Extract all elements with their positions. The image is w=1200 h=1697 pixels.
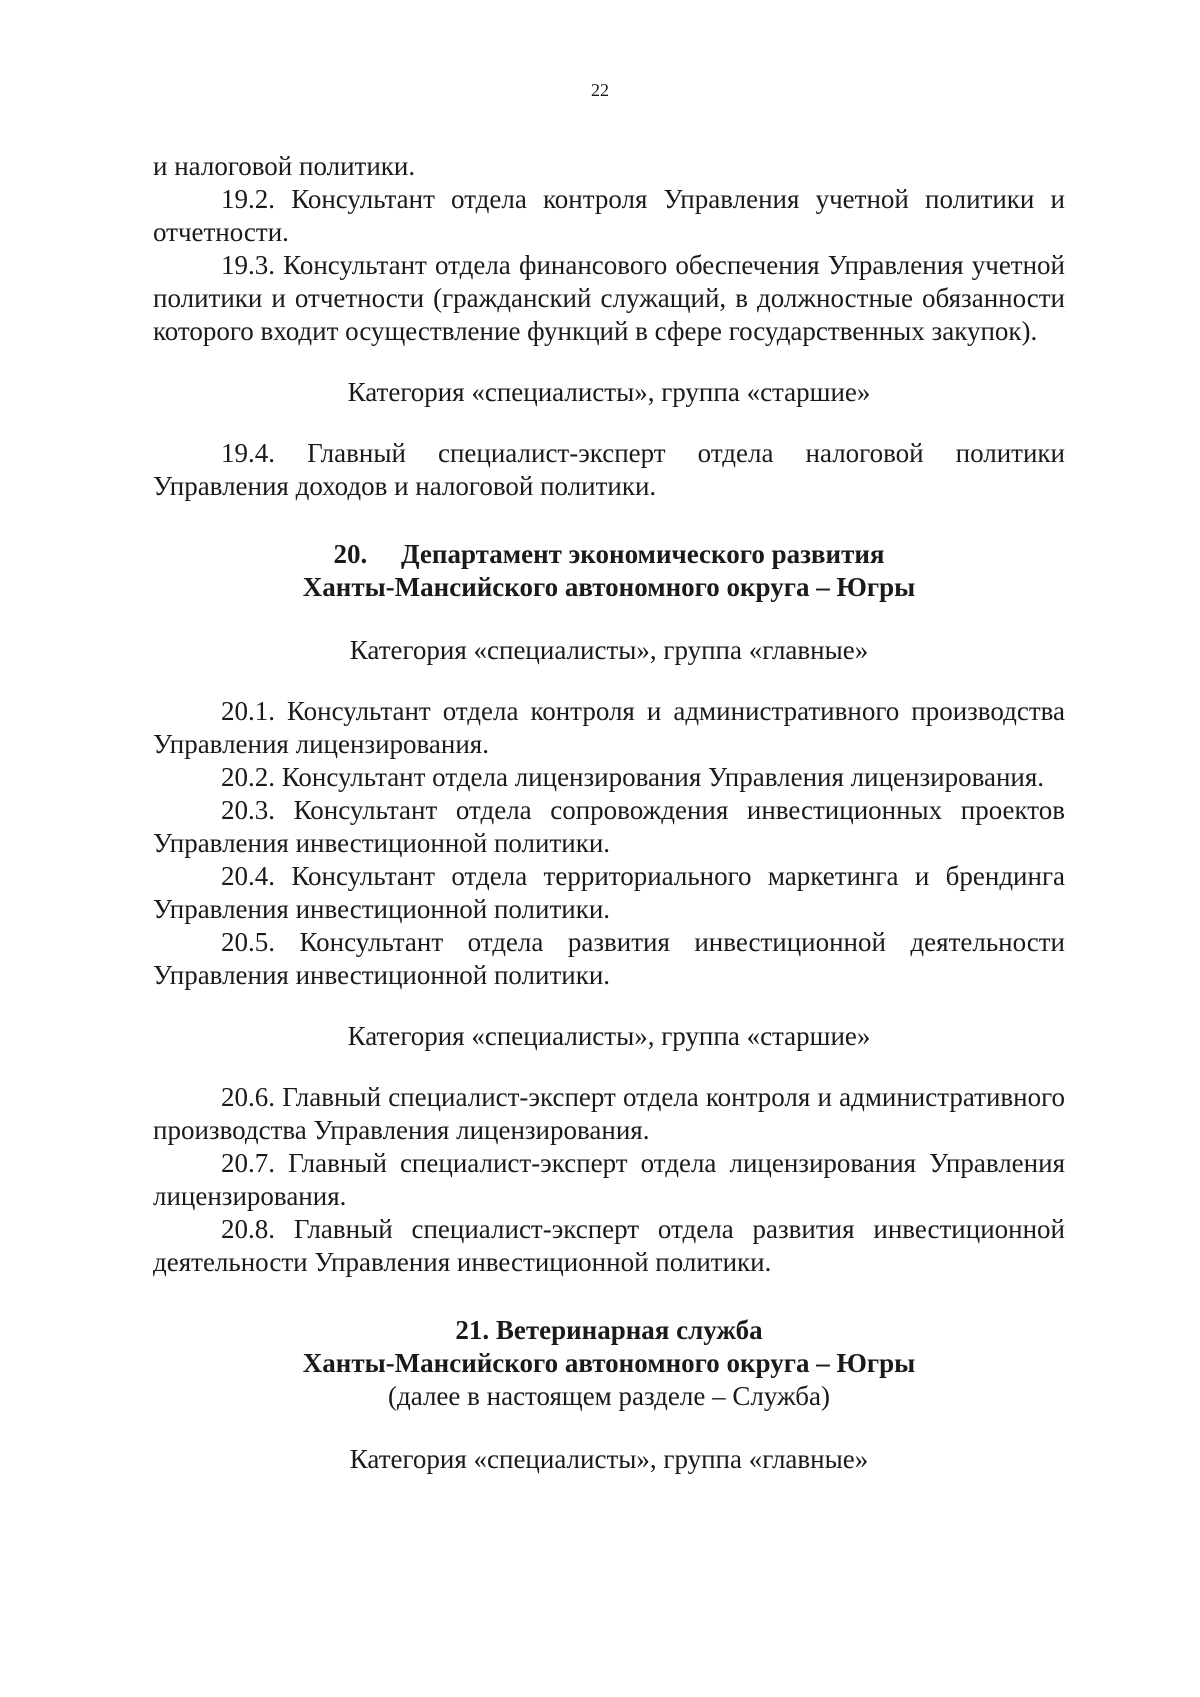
category-heading-main-20: Категория «специалисты», группа «главные» — [349, 635, 869, 665]
document-body — [153, 150, 1065, 1504]
section-20-heading — [153, 538, 1065, 604]
section-heading-line: Ханты-Мансийского автономного округа – Югры — [302, 1348, 916, 1378]
list-item: 20.2. Консультант отдела лицензирования Управления лицензирования. — [221, 762, 1045, 792]
section-19-senior-list — [153, 437, 1065, 503]
page-number: 22 — [591, 80, 609, 100]
list-item: 19.4. Главный специалист-эксперт отдела налоговой политики Управления доходов и налоговой политики. — [153, 438, 1065, 501]
list-item: 20.8. Главный специалист-эксперт отдела развития инвестиционной деятельности Управления инвестиционной политики. — [153, 1214, 1065, 1277]
section-heading-line: 20. Департамент экономического развития — [333, 539, 885, 569]
category-heading-main-21: Категория «специалисты», группа «главные» — [349, 1444, 869, 1474]
list-item: 20.3. Консультант отдела сопровождения инвестиционных проектов Управления инвестиционной политики. — [153, 795, 1065, 858]
section-20-senior-list — [153, 1081, 1065, 1279]
list-item: 20.4. Консультант отдела территориального маркетинга и брендинга Управления инвестиционной политики. — [153, 861, 1066, 924]
section-heading-line: 21. Ветеринарная служба — [455, 1315, 763, 1345]
list-item: 19.2. Консультант отдела контроля Управления учетной политики и отчетности. — [153, 184, 1065, 247]
list-item: 19.3. Консультант отдела финансового обеспечения Управления учетной политики и отчетности (гражданский служащий, в должностные обязанности которого входит осуществление функций в сфере государственных закупок). — [153, 250, 1066, 346]
category-heading-senior-19: Категория «специалисты», группа «старшие» — [347, 377, 871, 407]
list-item: 20.6. Главный специалист-эксперт отдела контроля и административного производства Управления лицензирования. — [153, 1082, 1066, 1145]
list-item: 20.5. Консультант отдела развития инвестиционной деятельности Управления инвестиционной политики. — [153, 927, 1065, 990]
list-item: 20.1. Консультант отдела контроля и административного производства Управления лицензирования. — [153, 696, 1065, 759]
section-20-main-list — [153, 695, 1065, 992]
section-21-heading — [153, 1314, 1065, 1413]
section-note: (далее в настоящем разделе – Служба) — [388, 1381, 830, 1411]
list-item: 20.7. Главный специалист-эксперт отдела лицензирования Управления лицензирования. — [153, 1148, 1065, 1211]
category-heading-senior-20: Категория «специалисты», группа «старшие» — [347, 1021, 871, 1051]
section-heading-line: Ханты-Мансийского автономного округа – Югры — [302, 572, 916, 602]
intro-line: и налоговой политики. — [153, 151, 416, 181]
section-19-main-list — [153, 183, 1065, 348]
